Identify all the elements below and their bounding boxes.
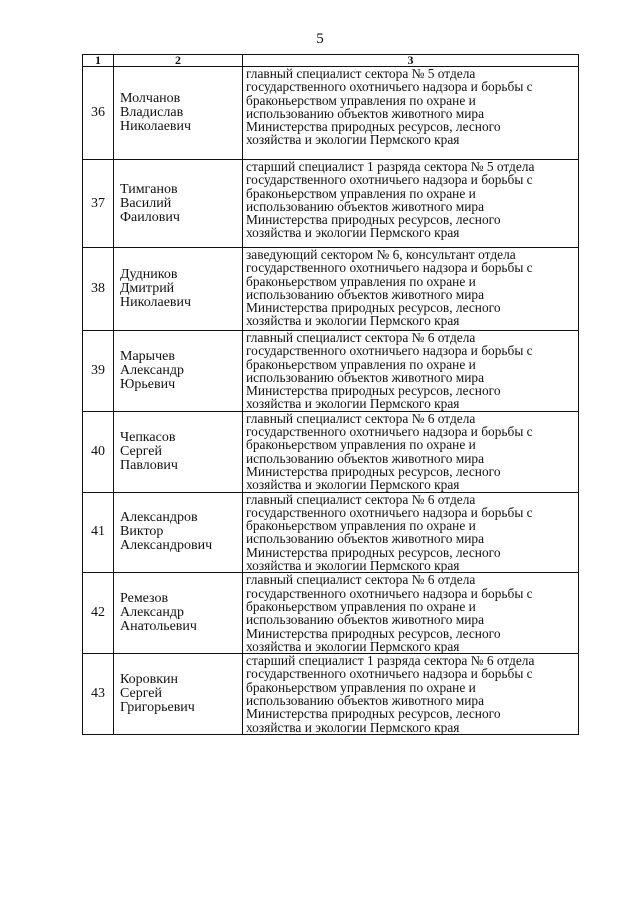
staff-table [82,54,579,735]
position-line: Министерства природных ресурсов, лесного [246,300,501,316]
position-line: хозяйства и экологии Пермского края [246,558,460,574]
position-line: государственного охотничьего надзора и борьбы с [246,666,533,682]
row-number: 40 [83,411,114,492]
page-number: 5 [316,31,324,47]
position-line: Министерства природных ресурсов, лесного [246,212,501,228]
position-line: главный специалист сектора № 6 отдела [246,491,476,507]
person-name [114,331,243,412]
position-description [243,331,579,412]
position-line: государственного охотничьего надзора и борьбы с [246,172,533,188]
position-line: использованию объектов животного мира [246,693,485,709]
position-line: государственного охотничьего надзора и борьбы с [246,424,533,440]
patronymic: Павлович [120,457,178,473]
given-name: Сергей [120,443,162,459]
position-line: хозяйства и экологии Пермского края [246,225,460,241]
position-description [243,492,579,573]
given-name: Дмитрий [120,281,175,296]
position-line: старший специалист 1 разряда сектора № 6 отдела [246,653,535,669]
position-description [243,160,579,248]
person-name [114,248,243,331]
position-description [243,654,579,735]
position-line: использованию объектов животного мира [246,369,485,385]
surname: Ремезов [120,591,169,607]
position-line: хозяйства и экологии Пермского края [246,477,460,493]
table-body [83,67,579,735]
row-number: 37 [83,160,114,248]
row-number: 43 [83,654,114,735]
position-line: заведующий сектором № 6, консультант отдела [246,247,516,262]
row-number: 41 [83,492,114,573]
position-line: старший специалист 1 разряда сектора № 5 отдела [246,159,535,174]
row-number: 36 [83,67,114,160]
position-description [243,248,579,331]
surname: Молчанов [120,91,181,106]
position-line: государственного охотничьего надзора и борьбы с [246,260,533,276]
position-line: использованию объектов животного мира [246,450,485,466]
column-header-name: 2 [114,55,243,67]
position-line: хозяйства и экологии Пермского края [246,719,460,735]
position-line: браконьерством управления по охране и [246,273,476,289]
surname: Марычев [120,348,175,364]
position-line: главный специалист сектора № 6 отдела [246,572,476,588]
position-line: браконьерством управления по охране и [246,437,476,453]
column-header-position: 3 [243,55,579,67]
position-line: государственного охотничьего надзора и борьбы с [246,343,533,359]
row-number: 42 [83,573,114,654]
person-name [114,160,243,248]
patronymic: Юрьевич [120,376,176,392]
table-row [83,573,579,654]
position-line: использованию объектов животного мира [246,612,485,628]
position-line: Министерства природных ресурсов, лесного [246,119,501,135]
table-row [83,411,579,492]
person-name [114,654,243,735]
given-name: Александр [120,605,184,621]
position-line: государственного охотничьего надзора и борьбы с [246,79,533,95]
row-number: 38 [83,248,114,331]
position-line: браконьерством управления по охране и [246,679,476,695]
position-line: Министерства природных ресурсов, лесного [246,463,501,479]
position-line: Министерства природных ресурсов, лесного [246,544,501,560]
position-description [243,411,579,492]
surname: Чепкасов [120,429,176,445]
patronymic: Фаилович [120,209,180,225]
table-row [83,67,579,160]
position-line: главный специалист сектора № 5 отдела [246,66,476,81]
person-name [114,67,243,160]
position-line: браконьерством управления по охране и [246,92,476,108]
position-line: браконьерством управления по охране и [246,185,476,201]
position-line: хозяйства и экологии Пермского края [246,396,460,412]
patronymic: Анатольевич [120,619,197,635]
surname: Александров [120,510,198,526]
table-row [83,160,579,248]
table-row [83,654,579,735]
surname: Коровкин [120,672,179,688]
table-header [83,55,579,67]
position-line: браконьерством управления по охране и [246,518,476,534]
position-line: Министерства природных ресурсов, лесного [246,625,501,641]
position-line: хозяйства и экологии Пермского края [246,638,460,654]
position-line: главный специалист сектора № 6 отдела [246,410,476,426]
patronymic: Александрович [120,538,213,554]
given-name: Василий [120,195,172,211]
position-description [243,573,579,654]
position-line: использованию объектов животного мира [246,531,485,547]
position-line: главный специалист сектора № 6 отдела [246,330,476,345]
given-name: Александр [120,362,184,378]
given-name: Виктор [120,524,164,540]
table-row [83,248,579,331]
position-line: государственного охотничьего надзора и борьбы с [246,585,533,601]
position-line: Министерства природных ресурсов, лесного [246,706,501,722]
given-name: Сергей [120,686,162,702]
person-name [114,411,243,492]
row-number: 39 [83,331,114,412]
table-row [83,492,579,573]
position-line: хозяйства и экологии Пермского края [246,313,460,329]
position-line: браконьерством управления по охране и [246,356,476,372]
surname: Тимганов [120,181,178,197]
position-line: использованию объектов животного мира [246,105,485,121]
position-line: Министерства природных ресурсов, лесного [246,383,501,399]
surname: Дудников [120,267,178,282]
person-name [114,573,243,654]
person-name [114,492,243,573]
given-name: Владислав [120,105,184,120]
position-line: использованию объектов животного мира [246,198,485,214]
patronymic: Николаевич [120,295,192,310]
table-row [83,331,579,412]
position-line: использованию объектов животного мира [246,286,485,302]
column-header-number: 1 [83,55,114,67]
header-row [83,55,579,67]
patronymic: Григорьевич [120,700,195,716]
position-description [243,67,579,160]
position-line: хозяйства и экологии Пермского края [246,132,460,148]
position-line: государственного охотничьего надзора и борьбы с [246,504,533,520]
position-line: браконьерством управления по охране и [246,598,476,614]
patronymic: Николаевич [120,119,192,134]
